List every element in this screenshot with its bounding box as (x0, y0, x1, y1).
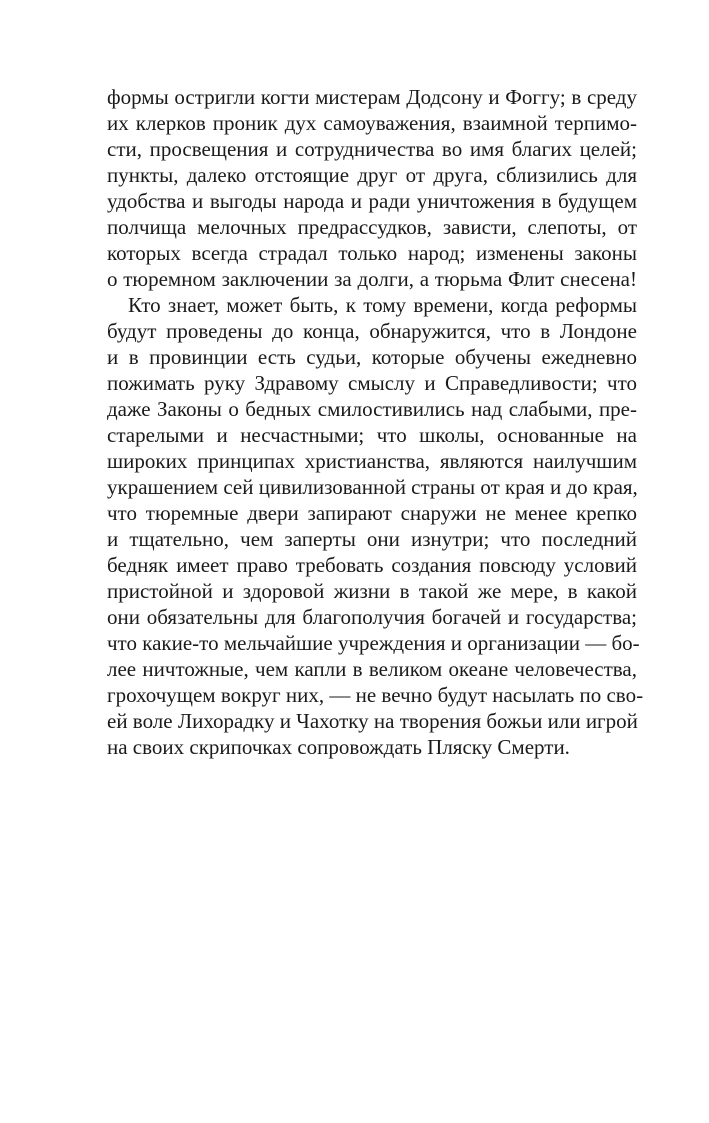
text-line: удобства и выгоды народа и ради уничтожения в будущем (107, 189, 637, 213)
text-line: Кто знает, может быть, к тому времени, когда реформы (128, 293, 637, 317)
text-line: сти, просвещения и сотрудничества во имя благих целей; (107, 137, 637, 161)
text-line: полчища мелочных предрассудков, зависти, слепоты, от (107, 215, 637, 239)
paragraph-1 (107, 84, 637, 292)
text-line: лее ничтожные, чем капли в великом океане человечества, (107, 657, 637, 681)
text-line: на своих скрипочках сопровождать Пляску Смерти. (107, 735, 570, 759)
text-line: формы остригли когти мистерам Додсону и Фоггу; в среду (107, 85, 637, 109)
text-line: украшением сей цивилизованной страны от края и до края, (107, 475, 638, 499)
text-line: они обязательны для благополучия богачей и государства; (107, 605, 637, 629)
text-line: их клерков проник дух самоуважения, взаимной терпимо- (107, 111, 637, 135)
paragraph-2 (107, 292, 644, 760)
text-line: пожимать руку Здравому смыслу и Справедливости; что (107, 371, 637, 395)
text-line: и в провинции есть судьи, которые обучены ежедневно (107, 345, 637, 369)
text-line: будут проведены до конца, обнаружится, что в Лондоне (107, 319, 637, 343)
text-line: которых всегда страдал только народ; изменены законы (107, 241, 637, 265)
text-line: грохочущем вокруг них, — не вечно будут насылать по сво- (107, 683, 644, 707)
text-line: широких принципах христианства, являются наилучшим (107, 449, 637, 473)
text-line: ей воле Лихорадку и Чахотку на творения божьи или игрой (107, 709, 638, 733)
text-line: и тщательно, чем заперты они изнутри; что последний (107, 527, 637, 551)
page-text (107, 84, 644, 760)
text-line: бедняк имеет право требовать создания повсюду условий (107, 553, 637, 577)
text-line: что тюремные двери запирают снаружи не менее крепко (107, 501, 637, 525)
text-line: пункты, далеко отстоящие друг от друга, сблизились для (107, 163, 637, 187)
text-line: старелыми и несчастными; что школы, основанные на (107, 423, 637, 447)
text-line: даже Законы о бедных смилостивились над слабыми, пре- (107, 397, 637, 421)
text-line: о тюремном заключении за долги, а тюрьма Флит снесена! (107, 267, 637, 291)
text-line: что какие-то мельчайшие учреждения и организации — бо- (107, 631, 640, 655)
text-line: пристойной и здоровой жизни в такой же мере, в какой (107, 579, 637, 603)
